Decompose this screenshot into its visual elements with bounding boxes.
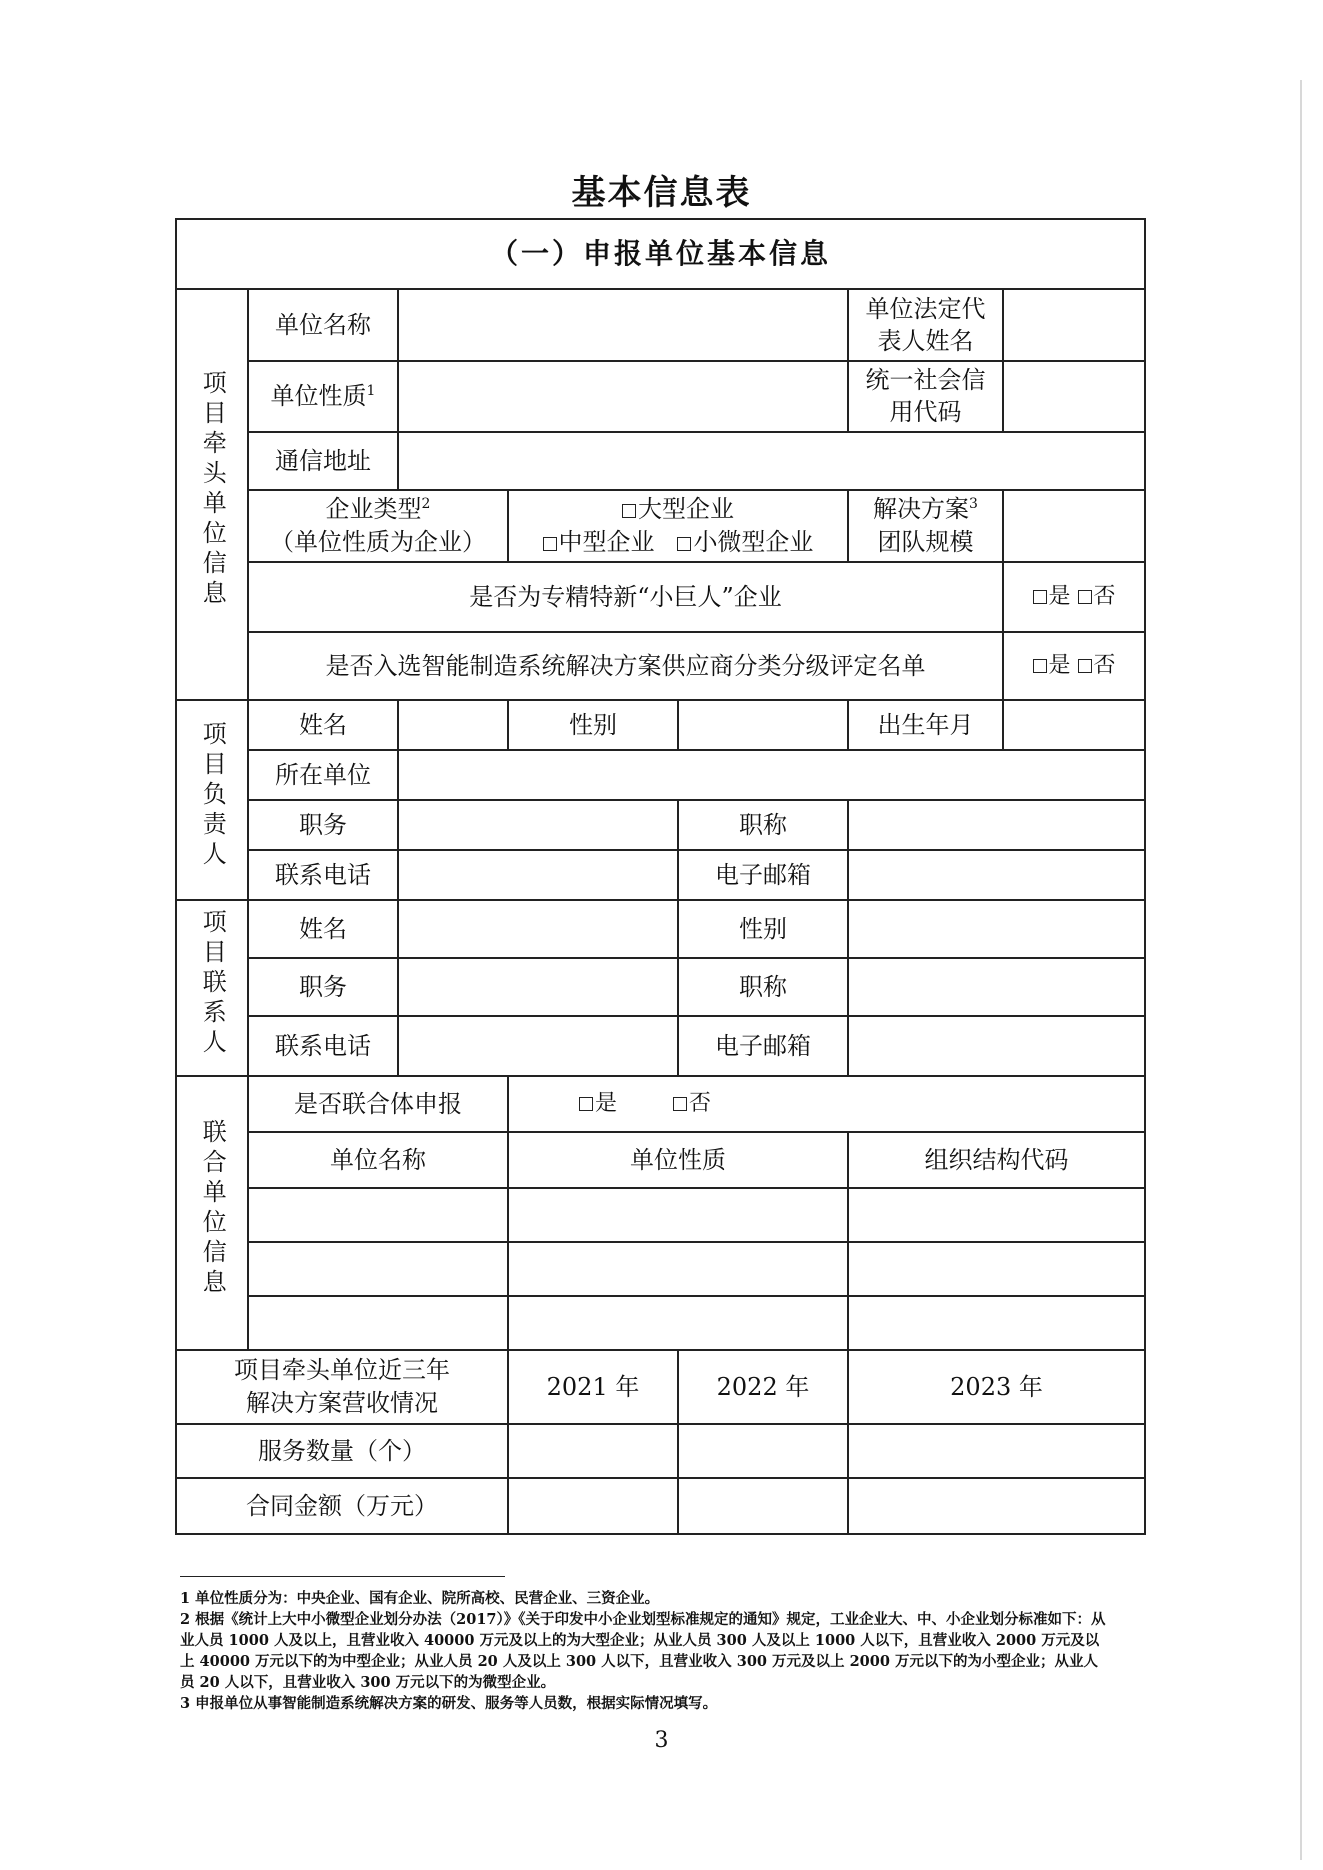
revenue-label-line1: 项目牵头单位近三年: [234, 1356, 450, 1385]
section-header: （一）申报单位基本信息: [176, 219, 1145, 289]
year-2022: 2022 年: [678, 1350, 848, 1424]
consortium-row2-name[interactable]: [248, 1242, 508, 1296]
service-2023[interactable]: [848, 1424, 1145, 1478]
col-unit-name: 单位名称: [248, 1132, 508, 1188]
legal-rep-line1: 单位法定代: [865, 294, 986, 323]
service-2021[interactable]: [508, 1424, 678, 1478]
legal-rep-label: [848, 289, 1003, 361]
consortium-row3-nature[interactable]: [508, 1296, 848, 1350]
contact-position-field[interactable]: [398, 958, 678, 1016]
supplier-yes: 是: [1048, 652, 1071, 678]
consortium-question: 是否联合体申报: [248, 1076, 508, 1132]
contact-title-field[interactable]: [848, 958, 1145, 1016]
option-small: 小微型企业: [693, 527, 814, 556]
option-large: 大型企业: [638, 495, 734, 524]
footnote-rule: [180, 1576, 505, 1577]
project-leader-label: [176, 700, 248, 900]
leader-name-label: 姓名: [248, 700, 398, 750]
revenue-label-line2: 解决方案营收情况: [246, 1388, 438, 1417]
page-title: 基本信息表: [571, 173, 752, 213]
team-size-text: 解决方案: [873, 495, 970, 524]
checkbox-supplier-no[interactable]: [1078, 659, 1092, 673]
leader-position-field[interactable]: [398, 800, 678, 850]
leader-phone-field[interactable]: [398, 850, 678, 900]
col-unit-nature: 单位性质: [508, 1132, 848, 1188]
consortium-row1-nature[interactable]: [508, 1188, 848, 1242]
contact-gender-label: 性别: [678, 900, 848, 958]
leader-birth-label: 出生年月: [848, 700, 1003, 750]
footnote-3: 3 申报单位从事智能制造系统解决方案的研发、服务等人员数，根据实际情况填写。: [180, 1695, 718, 1712]
lead-unit-label-text: 项目牵头单位信息: [198, 370, 227, 611]
lead-unit-label: [176, 289, 248, 700]
footnote-2: 2 根据《统计上大中小微型企业划分办法（2017）》《关于印发中小企业划型标准规定的通知》规定，工业企业大、中、小企业划分标准如下：从业人员 1000 人及以上，且营业收入 40000 万元及以上的为大型企业；从业人员 300 人及以上 1000 人以下，且营业收入 2000 万元及以上 40000 万元以下的为中型企业；从业人员 20 人及以上 300 人以下，且营业收入 300 万元及以上 2000 万元以下的为小型企业；从业人员 20 人以下，且营业收入 300 万元以下的为微型企业。: [180, 1611, 1106, 1691]
contact-phone-field[interactable]: [398, 1016, 678, 1076]
leader-position-label: 职务: [248, 800, 398, 850]
contact-title-label: 职称: [678, 958, 848, 1016]
leader-gender-label: 性别: [508, 700, 678, 750]
credit-code-line2: 用代码: [889, 398, 962, 427]
year-2021: 2021 年: [508, 1350, 678, 1424]
credit-code-field[interactable]: [1003, 361, 1145, 432]
unit-name-field[interactable]: [398, 289, 848, 361]
checkbox-small[interactable]: [677, 537, 691, 551]
consortium-row2-code[interactable]: [848, 1242, 1145, 1296]
consortium-answer: [508, 1076, 1145, 1132]
address-label: 通信地址: [248, 432, 398, 490]
leader-email-field[interactable]: [848, 850, 1145, 900]
credit-code-label: [848, 361, 1003, 432]
consortium-row3-name[interactable]: [248, 1296, 508, 1350]
checkbox-consortium-no[interactable]: [673, 1097, 687, 1111]
leader-title-label: 职称: [678, 800, 848, 850]
giant-answer: [1003, 562, 1145, 632]
consortium-row2-nature[interactable]: [508, 1242, 848, 1296]
consortium-row3-code[interactable]: [848, 1296, 1145, 1350]
contract-2021[interactable]: [508, 1478, 678, 1534]
giant-no: 否: [1093, 583, 1116, 609]
service-count-label: 服务数量（个）: [176, 1424, 508, 1478]
footnote-ref-2: 2: [421, 496, 431, 513]
leader-name-field[interactable]: [398, 700, 508, 750]
contract-2023[interactable]: [848, 1478, 1145, 1534]
giant-yes: 是: [1048, 583, 1071, 609]
revenue-label: [176, 1350, 508, 1424]
consortium-no: 否: [688, 1090, 711, 1116]
leader-org-field[interactable]: [398, 750, 1145, 800]
unit-nature-field[interactable]: [398, 361, 848, 432]
contact-gender-field[interactable]: [848, 900, 1145, 958]
supplier-answer: [1003, 632, 1145, 700]
contact-name-label: 姓名: [248, 900, 398, 958]
checkbox-large[interactable]: [622, 504, 636, 518]
enterprise-type-line2: （单位性质为企业）: [270, 527, 486, 556]
leader-phone-label: 联系电话: [248, 850, 398, 900]
legal-rep-line2: 表人姓名: [877, 327, 974, 355]
footnote-1: 1 单位性质分为：中央企业、国有企业、院所高校、民营企业、三资企业。: [180, 1590, 660, 1607]
page-number: 3: [654, 1728, 669, 1753]
footnote-ref-1: 1: [366, 383, 376, 400]
basic-info-table: [175, 218, 1146, 1535]
leader-title-field[interactable]: [848, 800, 1145, 850]
leader-gender-field[interactable]: [678, 700, 848, 750]
consortium-row1-name[interactable]: [248, 1188, 508, 1242]
leader-email-label: 电子邮箱: [678, 850, 848, 900]
col-org-code: 组织结构代码: [848, 1132, 1145, 1188]
scan-edge-shadow: [1300, 80, 1302, 1860]
consortium-yes: 是: [595, 1090, 618, 1116]
unit-nature-label: [248, 361, 398, 432]
contract-amount-label: 合同金额（万元）: [176, 1478, 508, 1534]
enterprise-type-line1: [253, 493, 503, 525]
supplier-question: 是否入选智能制造系统解决方案供应商分类分级评定名单: [248, 632, 1003, 700]
contact-email-label: 电子邮箱: [678, 1016, 848, 1076]
project-contact-label: [176, 900, 248, 1076]
contact-position-label: 职务: [248, 958, 398, 1016]
consortium-label: [176, 1076, 248, 1350]
supplier-no: 否: [1093, 652, 1116, 678]
consortium-row1-code[interactable]: [848, 1188, 1145, 1242]
checkbox-giant-yes[interactable]: [1033, 590, 1047, 604]
checkbox-supplier-yes[interactable]: [1033, 659, 1047, 673]
service-2022[interactable]: [678, 1424, 848, 1478]
unit-nature-text: 单位性质: [270, 382, 367, 411]
footnote-ref-3: 3: [969, 496, 978, 513]
project-leader-label-text: 项目负责人: [198, 720, 227, 871]
unit-name-label: 单位名称: [248, 289, 398, 361]
checkbox-giant-no[interactable]: [1078, 590, 1092, 604]
address-field[interactable]: [398, 432, 1145, 490]
contact-email-field[interactable]: [848, 1016, 1145, 1076]
enterprise-type-options: [508, 490, 848, 562]
year-2023: 2023 年: [848, 1350, 1145, 1424]
checkbox-medium[interactable]: [543, 537, 557, 551]
giant-question: 是否为专精特新“小巨人”企业: [248, 562, 1003, 632]
leader-birth-field[interactable]: [1003, 700, 1145, 750]
consortium-label-text: 联合单位信息: [198, 1118, 227, 1299]
team-size-line2: 团队规模: [877, 527, 974, 556]
leader-org-label: 所在单位: [248, 750, 398, 800]
project-contact-label-text: 项目联系人: [198, 908, 227, 1059]
checkbox-consortium-yes[interactable]: [579, 1097, 593, 1111]
enterprise-type-label: [248, 490, 508, 562]
contact-name-field[interactable]: [398, 900, 678, 958]
legal-rep-field[interactable]: [1003, 289, 1145, 361]
team-size-field[interactable]: [1003, 490, 1145, 562]
footnotes: [180, 1588, 1110, 1714]
option-medium: 中型企业: [558, 527, 655, 556]
credit-code-line1: 统一社会信: [865, 366, 986, 394]
enterprise-type-text: 企业类型: [325, 495, 422, 524]
contact-phone-label: 联系电话: [248, 1016, 398, 1076]
team-size-label: [848, 490, 1003, 562]
contract-2022[interactable]: [678, 1478, 848, 1534]
